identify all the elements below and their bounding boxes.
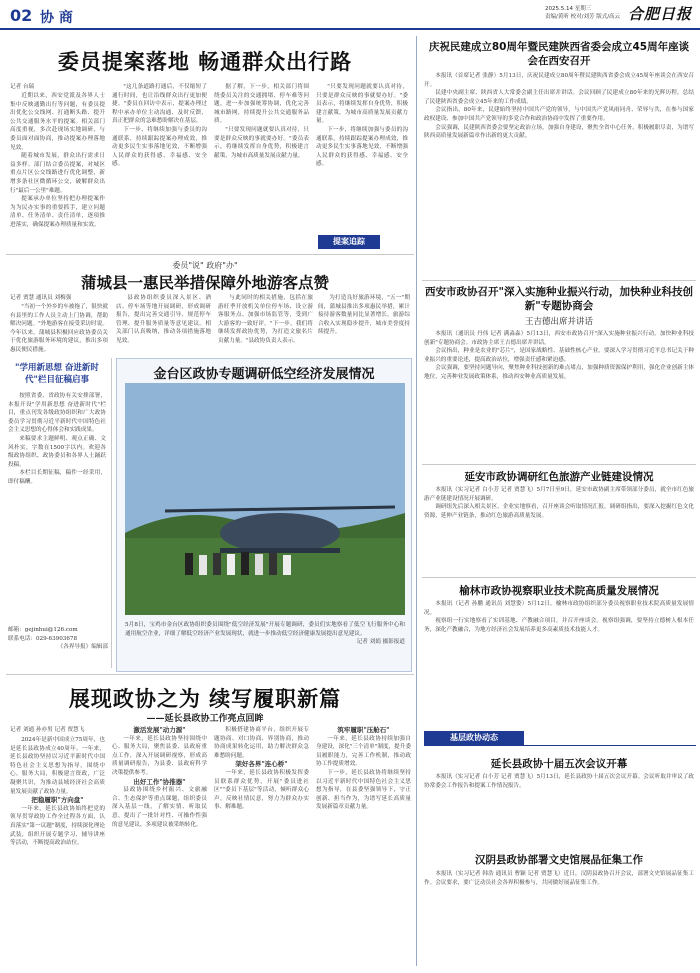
story3-subhead: ——延长县政协工作亮点回眸 (146, 714, 264, 724)
story3-paragraph: 一年来，延长县政协积极发挥委员联系群众优势，开展"委员进社区""委员下基层"等活动，倾听群众心声，反映社情民意，努力为群众办实事、解难题。 (214, 769, 309, 811)
story3-paragraph: 下一步，延长县政协将继续坚持以习近平新时代中国特色社会主义思想为指导，在县委坚强领导下，守正创新、担当作为，为谱写延长高质量发展新篇章贡献力量。 (316, 769, 411, 811)
divider (424, 745, 696, 746)
story3-body-col2 (112, 726, 207, 966)
commentary-headline: "学用新思想 奋进新时代"栏目征稿启事 (15, 363, 99, 385)
proposal-tracking-label: 提案追踪 (333, 237, 365, 246)
right-story1-paragraph: 会议强调，民建陕西省委会要坚定政治立场，加强自身建设，聚焦全省中心任务，积极履职尽责，为谱写陕西高质量发展新篇章作出新的更大贡献。 (424, 124, 694, 140)
story3-byline: 记者 刘通 孙亦男 记者 贾慧飞 (10, 727, 85, 733)
story2-paragraph: "当初一个外乡的车被拖了，很快就有县里的工作人员主动上门协调，帮助解决问题。"外地游客在接受采访时说。今年以来，蒲城县积极回应政协委员关于优化旅游服务环境的建议，推出多项惠民便民措施。 (10, 304, 108, 353)
story3-paragraph: 一年来，延长县政协始终把党的领导贯穿政协工作全过程各方面，认真落实"第一议题"制度，持续深化理论武装，组织开展专题学习、辅导讲座等活动，不断提高政治站位。 (10, 805, 105, 847)
story3-paragraph: 一年来，延长县政协坚持围绕中心、服务大局，聚焦县委、县政府重点工作，深入开展调研视察，形成高质量调研报告，为县委、县政府科学决策提供参考。 (112, 735, 207, 776)
right-story1-paragraph: 本报讯（首席记者 张静）5月13日，庆祝民建成立80周年暨民建陕西省委会成立45周年座谈会在西安召开。 (424, 73, 694, 88)
right-story2-paragraph: 会议指出，种业是农业的"芯片"，是国家战略性、基础性核心产业。要深入学习贯彻习近平总书记关于种业振兴的重要论述，提高政治站位，增强责任感和紧迫感。 (424, 348, 694, 363)
story1-paragraph: "只要发现问题就要认真对待，只要是群众反映的事就要办好。"委员表示，将继续发挥自身优势，积极建言献策，为城市高质量发展贡献力量。 (214, 126, 309, 159)
right-story2-byline: 王吉德出席并讲话 (524, 317, 593, 327)
story1-paragraph: 随着城市发展，群众出行需求日益多样。部门结合委员提案，对城区重点片区公交线路进行优化调整，新增多条社区微循环公交，破解群众出行"最后一公里"难题。 (10, 153, 105, 194)
right-story1-paragraph: 会议指出，80年来，民建始终坚持中国共产党的领导，与中国共产党风雨同舟、荣辱与共，在参与国家政权建设、参加中国共产党领导的多党合作和政治协商中发挥了重要作用。 (424, 107, 694, 122)
right-story4-paragraph: 本报讯（记者 孙鹏 通讯员 刘慧姿）5月12日，榆林市政协组织部分委员视察职业技术院高质量发展情况。 (424, 601, 694, 616)
commentary-paragraph: 本栏目长期征稿，稿件一经采用，即付稿酬。 (8, 470, 106, 485)
right-story2-headline: 西安市政协召开"深入实施种业振兴行动，加快种业科技创新"专题协商会 (425, 286, 693, 312)
story3-section-head: 把稳履职"方向盘" (31, 796, 84, 805)
story2-byline: 记者 贾慧 通讯员 刘梅强 (10, 295, 72, 301)
page-number: 02 (10, 6, 33, 25)
section-name: 协 商 (40, 10, 73, 26)
story1-paragraph: 下一步，将继续加强与委员的沟通联系，持续跟踪提案办理成效，推动更多民生实事落地见效，不断增强人民群众的获得感、幸福感、安全感。 (112, 126, 207, 168)
divider (6, 254, 414, 255)
story2-body-col3 (218, 294, 313, 355)
right-story1-paragraph: 民建中央副主席、陕西省人大常委会副主任出席并讲话。会议回顾了民建成立80年来的光辉历程，总结了民建陕西省委会成立45年来的工作成绩。 (424, 90, 694, 105)
photo-headline: 金台区政协专题调研低空经济发展情况 (153, 367, 375, 382)
story1-paragraph: "只要发现问题就要认真对待，只要是群众反映的事就要办好。"委员表示，将继续发挥自身优势，积极建言献策，为城市高质量发展贡献力量。 (316, 84, 408, 125)
right-story3-headline: 延安市政协调研红色旅游产业链建设情况 (464, 471, 654, 483)
photo-credit: 记者 刘娟 摄影报道 (356, 639, 405, 646)
story1-body-col1 (10, 92, 105, 227)
story1-paragraph: "这几条道路打通后，不仅缩短了通行时间，也让沿线群众出行更加便捷。"委员在回访中表示，提案办理过程中承办单位主动沟通、及时反馈，真正把群众的急难愁盼解决在基层。 (112, 84, 207, 125)
photo (125, 383, 405, 615)
story3-headline: 展现政协之为 续写履职新篇 (68, 687, 342, 711)
right-story3-paragraph: 调研组先后深入相关景区、企业实地察看，召开座谈会听取情况汇报。调研组指出，要深入挖掘红色文化资源，延伸产业链条，推动红色旅游高质量发展。 (424, 504, 694, 519)
divider (422, 464, 696, 465)
right-story2-body (424, 330, 694, 460)
story1-byline: 记者 台瑞 (10, 84, 35, 90)
story1-body-col4 (316, 83, 408, 231)
commentary-body (8, 392, 106, 617)
grassroots-box-label: 基层政协动态 (450, 733, 498, 742)
story3-section-head: 架好各界"连心桥" (235, 760, 288, 769)
right-story3-paragraph: 本报讯（实习记者 白小芳 记者 贾慧飞）5月7日至9日，延安市政协副主席带领部分委员，就全市红色旅游产业链建设情况开展调研。 (424, 487, 694, 502)
story2-kicker: 委员"说" 政府"办" (172, 261, 238, 270)
story1-paragraph: 下一步，将继续加强与委员的沟通联系，持续跟踪提案办理成效，推动更多民生实事落地见效，不断增强人民群众的获得感、幸福感、安全感。 (316, 126, 408, 168)
contact-phone: 联系电话：029-63903678 (8, 635, 78, 642)
contact-email: 邮箱：gejinhui@126.com (8, 627, 78, 633)
story1-body-col2 (112, 83, 207, 227)
right-story5-headline: 延长县政协十届五次会议开幕 (490, 758, 628, 770)
commentary-contact (8, 626, 108, 656)
divider (111, 358, 112, 668)
right-story5-body (424, 773, 694, 847)
right-story2-paragraph: 会议强调，要坚持问题导向，聚焦种业科技创新的难点堵点，加强种质资源保护利用，强化企业创新主体地位，完善种业发展政策体系，推动西安种业高质量发展。 (424, 365, 694, 380)
story1-body-col3 (214, 83, 309, 227)
grassroots-box-header (424, 731, 524, 745)
masthead-rule (0, 28, 700, 30)
story2-paragraph: 为打造良好旅游环境，"五一"期间，蒲城县推出多项惠民举措，累计接待游客数量同比显著增长，旅游综合收入实现稳步提升，城市美誉度持续提升。 (318, 295, 410, 336)
right-story6-headline: 汉阴县政协部署文史馆展品征集工作 (475, 854, 643, 866)
issue-editors: 责编/黄昕 校对/刘芳 版式/高云 (545, 14, 621, 20)
story3-section-head: 筑牢履职"压舱石" (337, 726, 390, 734)
helicopter-body (220, 513, 340, 553)
photo-caption (125, 621, 405, 665)
story3-paragraph: 县政协围绕乡村振兴、文旅融合、生态保护等重点课题，组织委员深入基层一线，了解实情、听取民意，提出了一批针对性、可操作性强的意见建议，多项建议被采纳转化。 (112, 787, 207, 828)
issue-meta (545, 5, 625, 21)
story3-body-col1 (10, 736, 105, 966)
story1-headline: 委员提案落地 畅通群众出行路 (57, 50, 353, 74)
story3-body-col4 (316, 726, 411, 966)
right-story2-paragraph: 本报讯（通讯员 丹伟 记者 满淼淼）5月13日，西安市政协召开"深入实施种业振兴行动，加快种业科技创新"专题协商会。市政协主席王吉德出席并讲话。 (424, 331, 694, 346)
story3-section-head: 出好工作"协推器" (133, 777, 186, 786)
right-story6-paragraph: 本报讯（实习记者 韩浩 通讯员 曹颖 记者 贾慧飞）近日，汉阴县政协召开会议，部署文史馆展品征集工作。会议要求，要广泛动员社会各界积极参与，共同做好展品征集工作。 (424, 871, 694, 886)
story1-paragraph: 据了解，下一步，相关部门将围绕委员关注的交通拥堵、停车难等问题，进一步加强统筹协调，优化完善城市路网，持续提升公共交通服务品质。 (214, 84, 309, 125)
masthead (0, 0, 700, 30)
story2-paragraph: 县政协组织委员深入景区、酒店、停车场等地开展调研，形成调研报告，提出完善交通引导、规范停车管理、提升服务质量等意见建议。相关部门认真吸纳，推动各项措施落地见效。 (116, 295, 211, 344)
story2-paragraph: 与此同时的相关措施，包括在旅游旺季开放机关单位停车场、设立游客服务点、加强市场监管等，受到广大游客的一致好评。"下一步，我们将继续发挥政协优势，为打造文旅名片贡献力量。"县政协负责人表示。 (218, 295, 313, 344)
story2-headline: 蒲城县一惠民举措保障外地游客点赞 (80, 274, 329, 292)
commentary-signature: 《各界导报》编辑部 (57, 644, 108, 651)
story2-body-col1 (10, 303, 108, 355)
newspaper-logo: 合肥日报 (628, 5, 693, 23)
story3-paragraph: 积极搭建协商平台，组织开展专题协商、对口协商、界别协商，推动协商成果转化运用，助力解决群众急难愁盼问题。 (214, 727, 309, 759)
right-story4-paragraph: 视察组一行实地察看了实训基地、产教融合项目，并召开座谈会。视察组强调，要坚持立德树人根本任务，深化产教融合，为地方经济社会发展培养更多高素质技术技能人才。 (424, 618, 694, 633)
right-story4-headline: 榆林市政协视察职业技术院高质量发展情况 (459, 585, 659, 597)
right-story3-body (424, 486, 694, 574)
proposal-tracking-box (318, 235, 380, 249)
right-story4-body (424, 600, 694, 724)
divider (422, 577, 696, 578)
helicopter-photo (125, 383, 405, 615)
story1-paragraph: 近期以来，西安党派及各界人士集中反映通勤出行等问题，有委员提出优化公交线网、打通断头路、提升公共交通服务水平的提案。相关部门高度重视，多次赴现场实地调研，与委员面对面协商，推动提案办理落地见效。 (10, 93, 105, 151)
commentary-paragraph: 按照省委、省政协有关安排部署，本报开设"学用新思想 奋进新时代"栏目，重点刊发各级政协组织和广大政协委员学习贯彻习近平新时代中国特色社会主义思想的心得体会和实践成果。 (8, 393, 106, 434)
story3-section-head: 激活发展"动力源" (133, 726, 186, 734)
story3-paragraph: 一年来，延长县政协持续加强自身建设，深化"三个清单"制度，提升委员履职能力，完善工作机制，推动政协工作提质增效。 (316, 735, 411, 768)
issue-date: 2025.5.14 星期三 (545, 6, 592, 12)
right-story1-body (424, 72, 694, 276)
story2-body-col4 (318, 294, 410, 355)
helicopter-skid (220, 548, 340, 553)
right-story6-body (424, 870, 694, 964)
commentary-paragraph: 来稿要求主题鲜明、观点正确、文风朴实，字数在1500字以内。欢迎各级政协组织、政协委员和各界人士踊跃投稿。 (8, 435, 106, 468)
story3-paragraph: 2024年是新中国成立75周年，也是延长县政协成立40周年。一年来，延长县政协坚持以习近平新时代中国特色社会主义思想为指导，围绕中心，服务大局，积极建言资政，广泛凝聚共识，为推动县域经济社会高质量发展贡献了政协力量。 (10, 737, 105, 795)
divider (422, 280, 696, 281)
story1-paragraph: 提案承办单位坚持把办理提案作为为民办实事的重要抓手，建立问题清单、任务清单、责任清单，逐项推进落实，确保提案办理质量和实效。 (10, 196, 105, 227)
story3-body-col3 (214, 726, 309, 966)
photo-feature (116, 358, 412, 672)
right-story1-headline: 庆祝民建成立80周年暨民建陕西省委会成立45周年座谈会在西安召开 (428, 41, 690, 67)
photo-caption-text: 5月8日，宝鸡市金台区政协组织委员围绕"低空经济发展"开展专题调研，委员们实地察看了低空飞行服务中心和通用航空企业，详细了解低空经济产业发展现状，就进一步推动低空经济健康发展提出意见建议。 (125, 622, 405, 637)
story2-body-col2 (116, 294, 211, 355)
right-story5-paragraph: 本报讯（实习记者 白小芳 记者 贾慧飞）5月13日，延长县政协十届五次会议开幕。会议听取并审议了政协常委会工作报告和提案工作情况报告。 (424, 774, 694, 789)
column-divider (416, 36, 417, 966)
divider (6, 674, 414, 675)
